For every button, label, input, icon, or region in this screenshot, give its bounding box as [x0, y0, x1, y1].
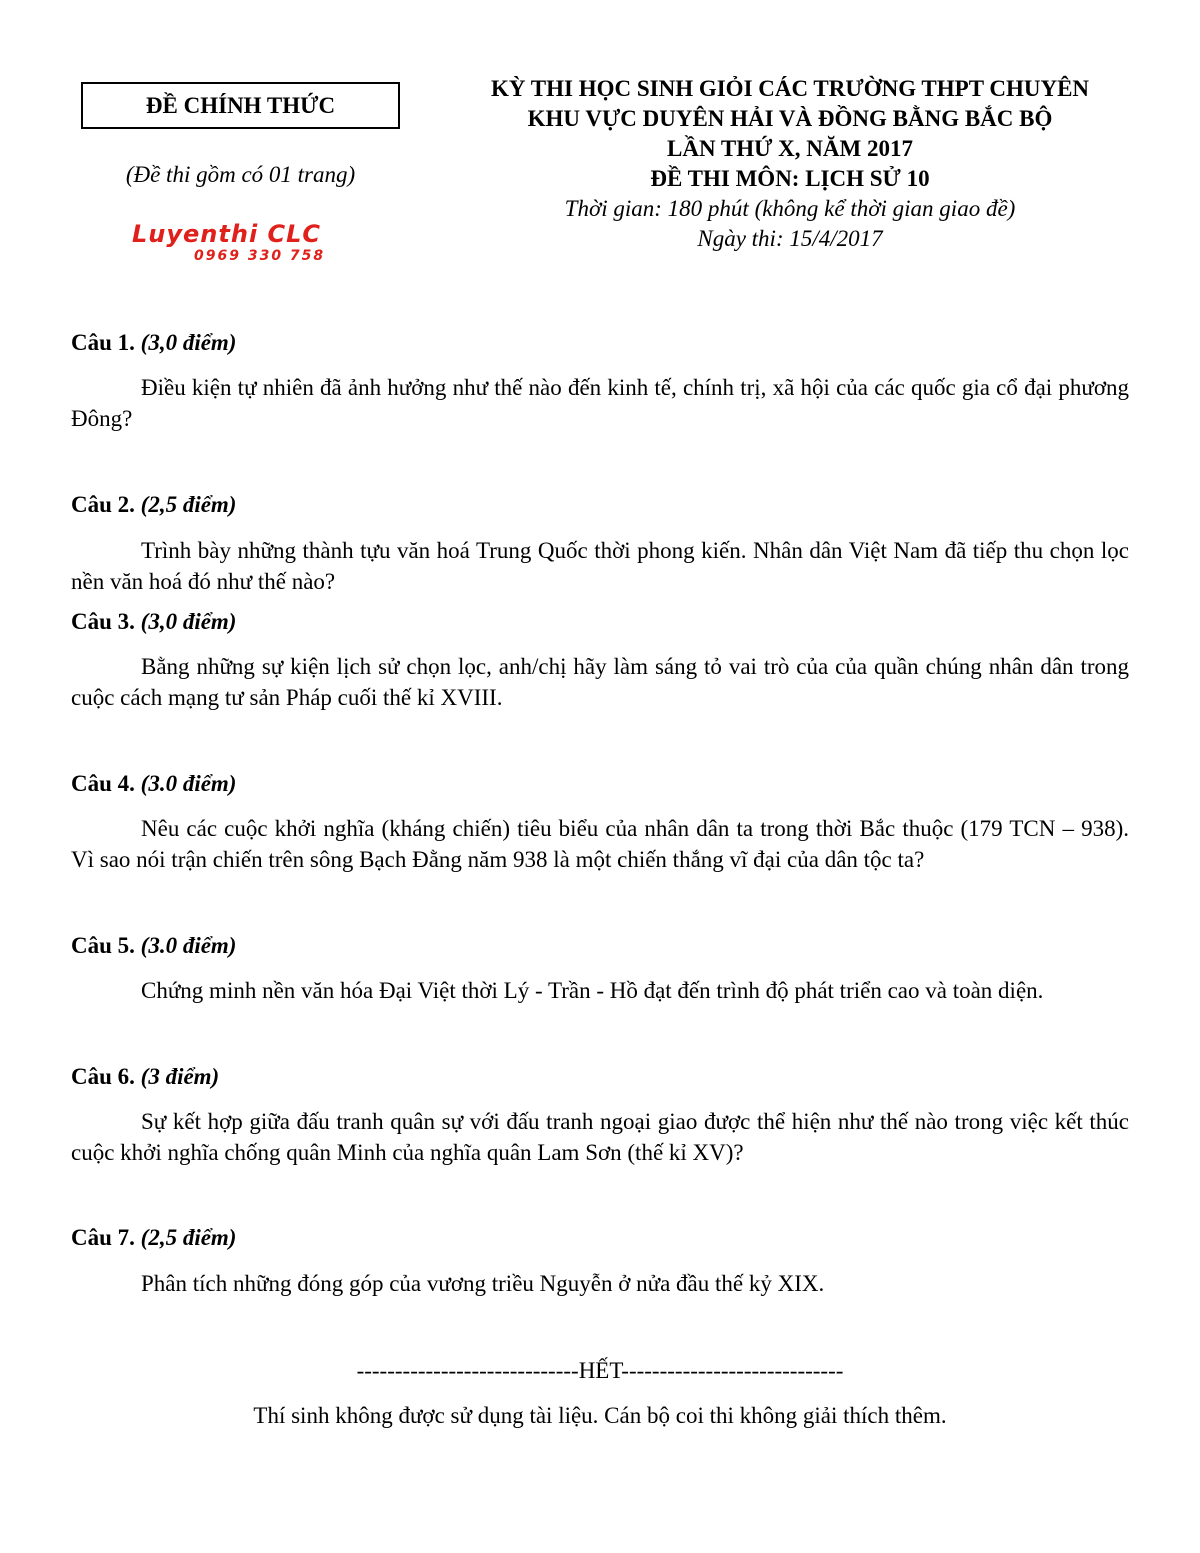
question-points: (3 điểm) — [140, 1064, 220, 1089]
logo-brand: Luyenthi CLC — [132, 220, 322, 248]
question-points: (3.0 điểm) — [140, 933, 237, 958]
question-7-heading — [71, 1225, 236, 1251]
exam-title-line1: KỲ THI HỌC SINH GIỎI CÁC TRƯỜNG THPT CHUYÊN — [490, 76, 1090, 101]
question-label: Câu 4. — [71, 771, 135, 796]
question-2-heading — [71, 492, 236, 518]
question-1-heading — [71, 330, 236, 356]
question-points: (2,5 điểm) — [140, 1225, 237, 1250]
question-1-text: Điều kiện tự nhiên đã ảnh hưởng như thế nào đến kinh tế, chính trị, xã hội của các quốc gia cổ đại phương Đông? — [71, 375, 1129, 431]
question-4-heading — [71, 771, 236, 797]
question-5-heading — [71, 933, 236, 959]
end-marker: -----------------------------HẾT----------------------------- — [356, 1358, 844, 1383]
page-count-note: (Đề thi gồm có 01 trang) — [125, 162, 356, 187]
luyenthi-logo — [132, 220, 352, 268]
official-label-box — [81, 82, 400, 129]
question-points: (3,0 điểm) — [140, 330, 237, 355]
official-label: ĐỀ CHÍNH THỨC — [145, 92, 336, 118]
question-label: Câu 6. — [71, 1064, 135, 1089]
question-3-text: Bằng những sự kiện lịch sử chọn lọc, anh/chị hãy làm sáng tỏ vai trò của của quần chúng nhân dân trong cuộc cách mạng tư sản Pháp cuối thế kỉ XVIII. — [71, 654, 1129, 710]
question-points: (2,5 điểm) — [140, 492, 237, 517]
exam-title-line3: LẦN THỨ X, NĂM 2017 — [667, 136, 913, 161]
exam-time: Thời gian: 180 phút (không kể thời gian giao đề) — [564, 196, 1016, 221]
question-label: Câu 1. — [71, 330, 135, 355]
question-2-text: Trình bày những thành tựu văn hoá Trung Quốc thời phong kiến. Nhân dân Việt Nam đã tiếp thu chọn lọc nền văn hoá đó như thế nào? — [71, 538, 1129, 594]
question-points: (3,0 điểm) — [140, 609, 237, 634]
question-5-text: Chứng minh nền văn hóa Đại Việt thời Lý - Trần - Hồ đạt đến trình độ phát triển cao và toàn diện. — [141, 978, 1044, 1003]
exam-subject: ĐỀ THI MÔN: LỊCH SỬ 10 — [650, 166, 930, 191]
logo-phone: 0969 330 758 — [194, 248, 326, 264]
question-label: Câu 7. — [71, 1225, 135, 1250]
footer-note: Thí sinh không được sử dụng tài liệu. Cán bộ coi thi không giải thích thêm. — [253, 1403, 947, 1428]
question-7-text: Phân tích những đóng góp của vương triều Nguyễn ở nửa đầu thế kỷ XIX. — [141, 1271, 825, 1296]
question-label: Câu 3. — [71, 609, 135, 634]
question-6-text: Sự kết hợp giữa đấu tranh quân sự với đấu tranh ngoại giao được thể hiện như thế nào trong việc kết thúc cuộc khởi nghĩa chống quân Minh của nghĩa quân Lam Sơn (thế kỉ XV)? — [71, 1109, 1129, 1165]
exam-date: Ngày thi: 15/4/2017 — [697, 226, 883, 251]
question-points: (3.0 điểm) — [140, 771, 237, 796]
question-4-text: Nêu các cuộc khởi nghĩa (kháng chiến) tiêu biểu của nhân dân ta trong thời Bắc thuộc (179 TCN – 938). Vì sao nói trận chiến trên sông Bạch Đằng năm 938 là một chiến thắng vĩ đại của dân tộc ta? — [71, 816, 1129, 872]
question-label: Câu 5. — [71, 933, 135, 958]
question-label: Câu 2. — [71, 492, 135, 517]
question-3-heading — [71, 609, 236, 635]
exam-header — [440, 74, 1140, 254]
exam-title-line2: KHU VỰC DUYÊN HẢI VÀ ĐỒNG BẰNG BẮC BỘ — [527, 106, 1053, 131]
question-6-heading — [71, 1064, 219, 1090]
